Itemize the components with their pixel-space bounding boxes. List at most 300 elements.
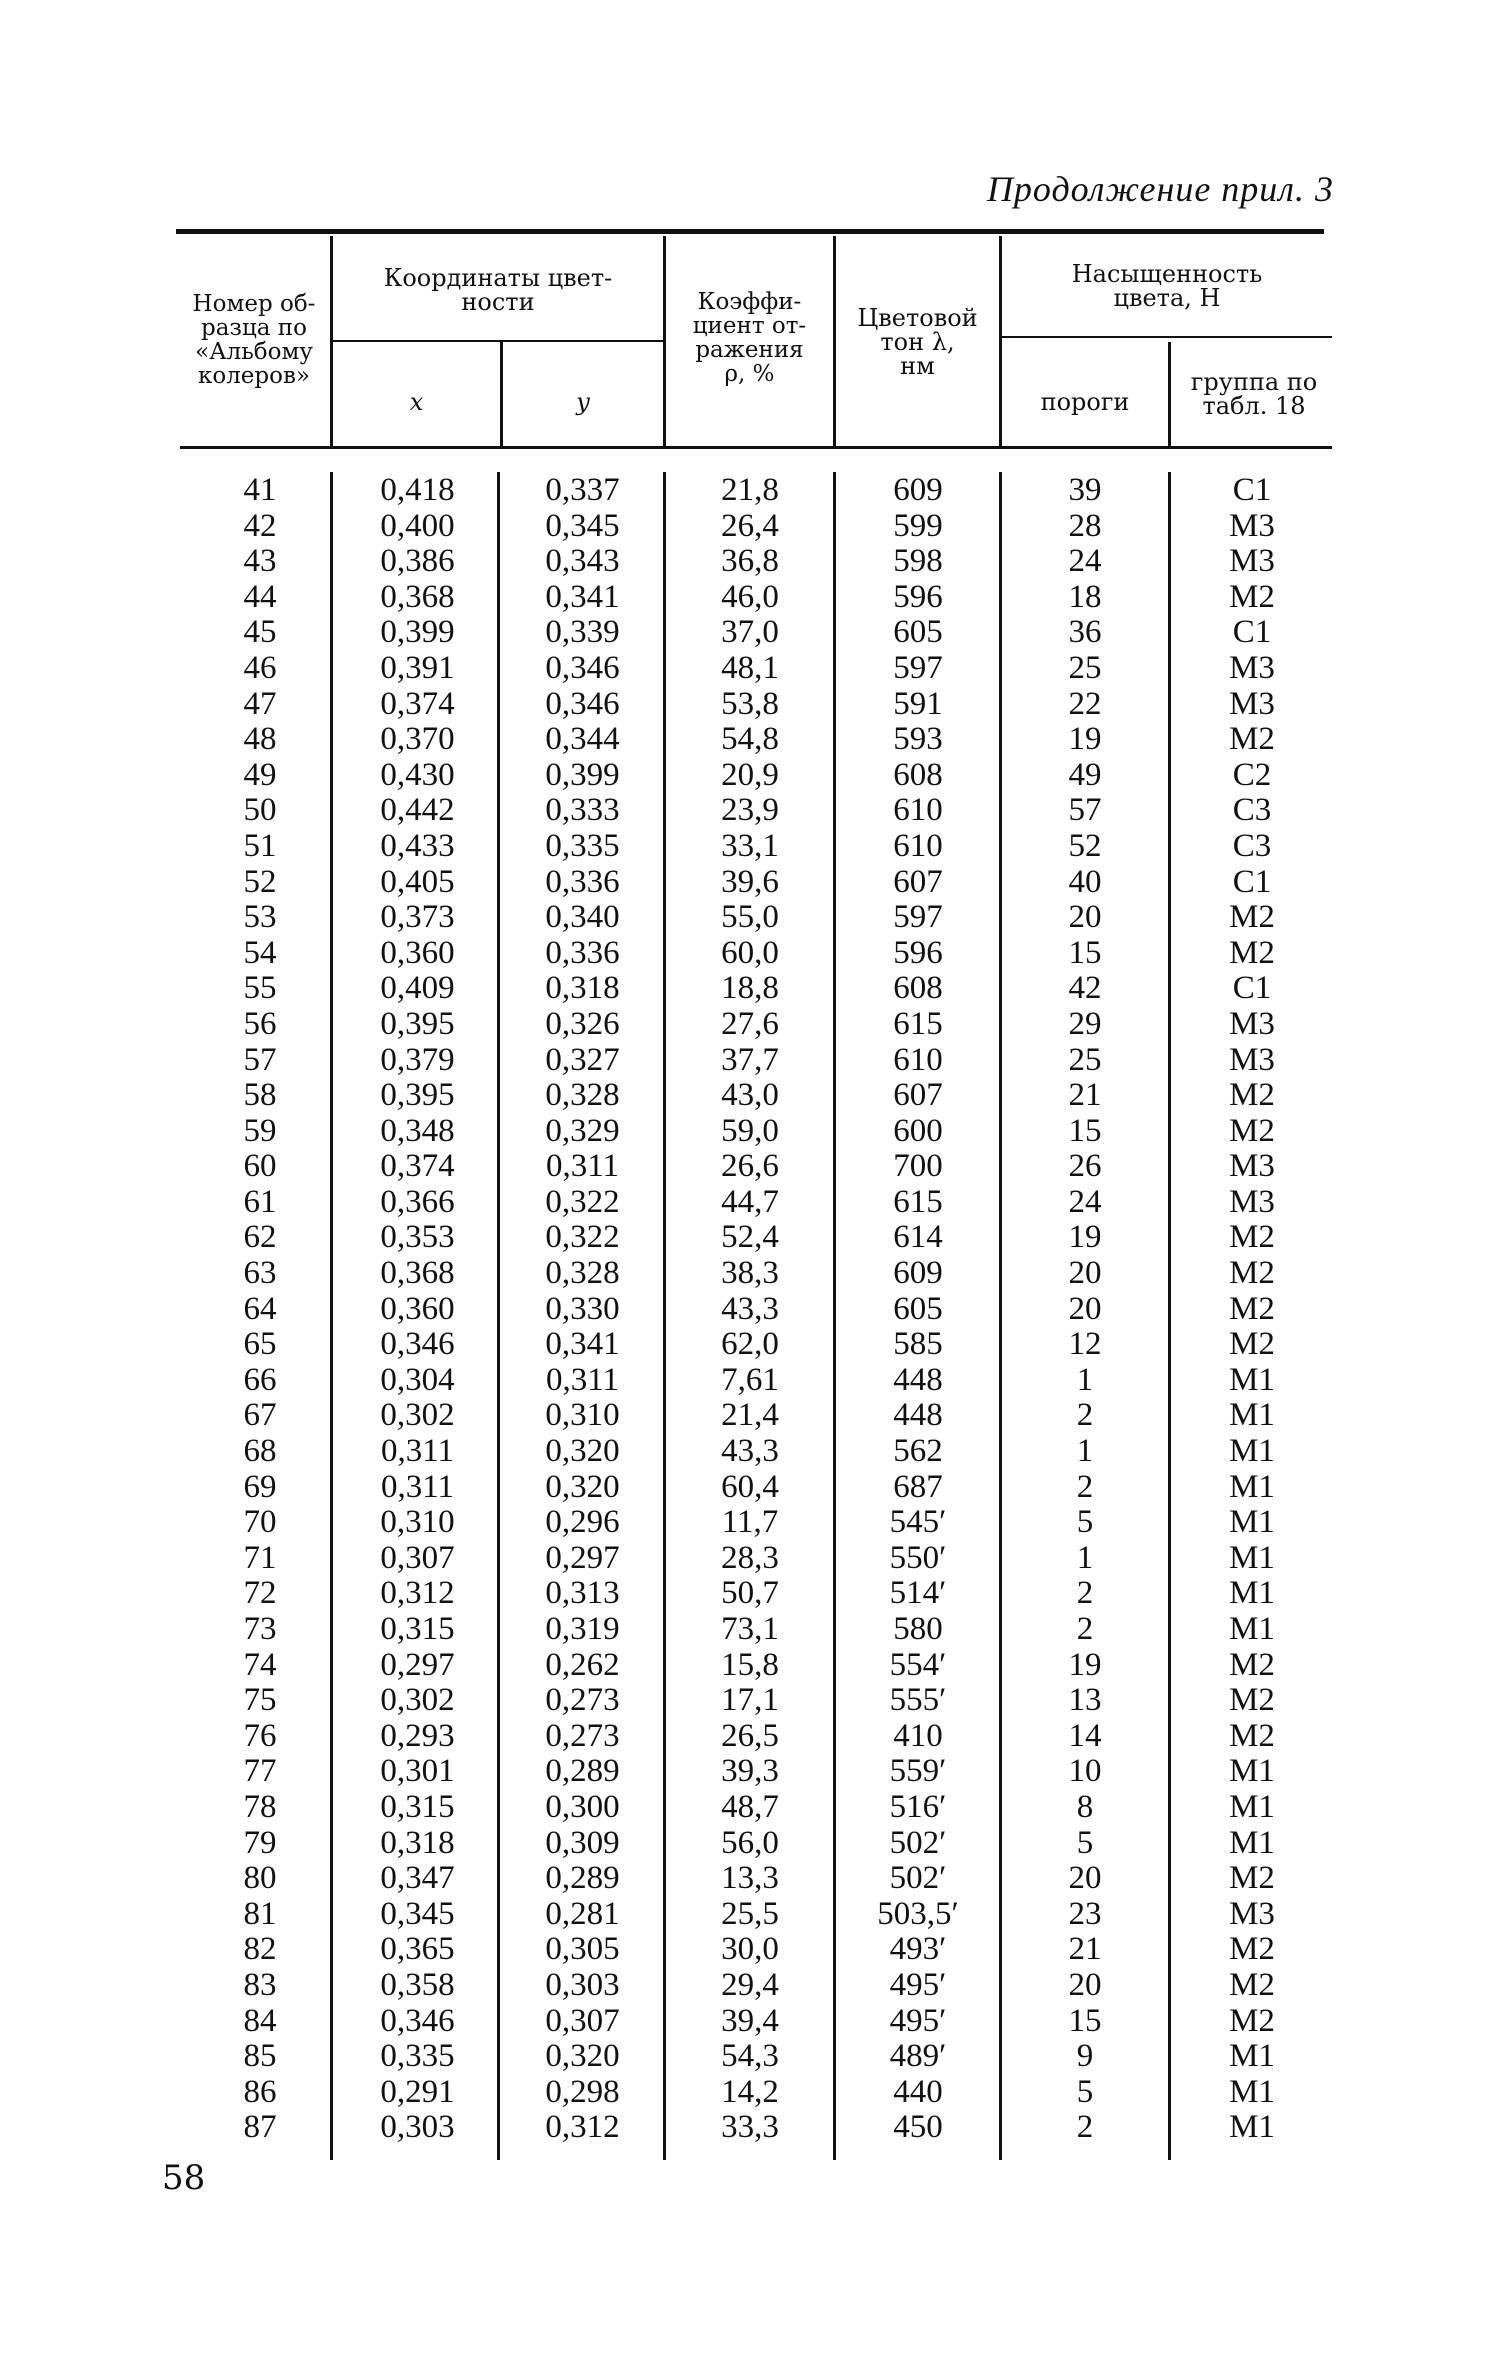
cell-y: 0,300 [545,1788,620,1825]
cell-thr: 21 [1068,1931,1102,1968]
cell-rho: 54,8 [721,721,779,758]
cell-rho: 46,0 [721,578,779,615]
table-row [0,1648,1500,1684]
cell-grp: M2 [1229,1682,1275,1719]
cell-x: 0,345 [380,1895,455,1932]
cell-lam: 448 [893,1361,943,1398]
cell-grp: M2 [1229,1646,1275,1683]
cell-lam: 516′ [889,1788,947,1825]
cell-grp: M2 [1229,934,1275,971]
cell-y: 0,313 [545,1575,620,1612]
table-row [0,971,1500,1007]
table-row [0,900,1500,936]
cell-x: 0,301 [380,1753,455,1790]
cell-lam: 609 [893,472,943,508]
cell-lam: 410 [893,1717,943,1754]
cell-lam: 610 [893,1041,943,1078]
cell-y: 0,336 [545,863,620,900]
cell-n: 59 [243,1112,277,1149]
cell-x: 0,312 [380,1575,455,1612]
cell-rho: 48,7 [721,1788,779,1825]
table-row [0,1292,1500,1328]
cell-x: 0,430 [380,756,455,793]
cell-thr: 24 [1068,1183,1102,1220]
cell-x: 0,303 [380,2109,455,2146]
cell-rho: 56,0 [721,1824,779,1861]
cell-y: 0,297 [545,1539,620,1576]
cell-thr: 21 [1068,1077,1102,1114]
cell-rho: 33,3 [721,2109,779,2146]
cell-rho: 14,2 [721,2073,779,2110]
cell-lam: 562 [893,1433,943,1470]
cell-rho: 39,4 [721,2002,779,2039]
cell-thr: 29 [1068,1005,1102,1042]
cell-n: 77 [243,1753,277,1790]
cell-y: 0,343 [545,543,620,580]
cell-thr: 20 [1068,899,1102,936]
cell-x: 0,399 [380,614,455,651]
cell-n: 82 [243,1931,277,1968]
cell-rho: 7,61 [721,1361,779,1398]
cell-rho: 38,3 [721,1255,779,1292]
cell-n: 68 [243,1433,277,1470]
cell-grp: C1 [1232,863,1272,900]
cell-rho: 59,0 [721,1112,779,1149]
header-thresholds: пороги [1040,388,1130,416]
cell-lam: 608 [893,970,943,1007]
cell-thr: 15 [1068,934,1102,971]
table-row [0,1434,1500,1470]
cell-lam: 700 [893,1148,943,1185]
cell-x: 0,433 [380,827,455,864]
table-row [0,1932,1500,1968]
cell-thr: 8 [1076,1788,1094,1825]
cell-x: 0,409 [380,970,455,1007]
cell-n: 75 [243,1682,277,1719]
table-row [0,1897,1500,1933]
cell-y: 0,273 [545,1717,620,1754]
cell-rho: 21,4 [721,1397,779,1434]
cell-thr: 39 [1068,472,1102,508]
cell-n: 54 [243,934,277,971]
cell-lam: 687 [893,1468,943,1505]
cell-rho: 25,5 [721,1895,779,1932]
cell-y: 0,326 [545,1005,620,1042]
header-x: x [409,388,424,416]
cell-grp: M2 [1229,578,1275,615]
cell-x: 0,373 [380,899,455,936]
page-number: 58 [162,2158,206,2198]
cell-y: 0,339 [545,614,620,651]
cell-thr: 20 [1068,1290,1102,1327]
cell-n: 76 [243,1717,277,1754]
cell-x: 0,302 [380,1397,455,1434]
cell-y: 0,346 [545,685,620,722]
cell-lam: 605 [893,614,943,651]
cell-rho: 33,1 [721,827,779,864]
cell-grp: M2 [1229,1255,1275,1292]
table-header-rule [180,446,1332,449]
cell-x: 0,315 [380,1611,455,1647]
cell-grp: C1 [1232,970,1272,1007]
cell-lam: 550′ [889,1539,947,1576]
cell-thr: 1 [1076,1539,1094,1576]
table-row [0,580,1500,616]
cell-grp: M2 [1229,1966,1275,2003]
cell-n: 56 [243,1005,277,1042]
cell-thr: 2 [1076,1397,1094,1434]
cell-y: 0,346 [545,649,620,686]
cell-y: 0,289 [545,1753,620,1790]
cell-y: 0,328 [545,1077,620,1114]
cell-grp: M1 [1229,2109,1275,2146]
table-row [0,1754,1500,1790]
cell-x: 0,358 [380,1966,455,2003]
cell-y: 0,341 [545,578,620,615]
cell-lam: 596 [893,578,943,615]
cell-lam: 502′ [889,1860,947,1897]
cell-rho: 11,7 [721,1504,779,1541]
cell-x: 0,360 [380,934,455,971]
cell-x: 0,315 [380,1788,455,1825]
table-row [0,1256,1500,1292]
cell-y: 0,311 [545,1361,620,1398]
cell-grp: M1 [1229,2038,1275,2075]
cell-lam: 440 [893,2073,943,2110]
table-row [0,2075,1500,2111]
cell-y: 0,336 [545,934,620,971]
cell-grp: M2 [1229,1077,1275,1114]
cell-n: 66 [243,1361,277,1398]
cell-thr: 19 [1068,1646,1102,1683]
cell-thr: 15 [1068,1112,1102,1149]
cell-x: 0,395 [380,1005,455,1042]
cell-rho: 37,0 [721,614,779,651]
cell-rho: 53,8 [721,685,779,722]
cell-x: 0,405 [380,863,455,900]
cell-n: 61 [243,1183,277,1220]
cell-x: 0,374 [380,685,455,722]
cell-grp: C3 [1232,792,1272,829]
cell-thr: 52 [1068,827,1102,864]
table-row [0,1363,1500,1399]
cell-n: 55 [243,970,277,1007]
cell-thr: 2 [1076,1468,1094,1505]
cell-x: 0,291 [380,2073,455,2110]
cell-n: 67 [243,1397,277,1434]
cell-y: 0,333 [545,792,620,829]
cell-grp: M3 [1229,543,1275,580]
cell-n: 57 [243,1041,277,1078]
cell-y: 0,318 [545,970,620,1007]
cell-y: 0,341 [545,1326,620,1363]
cell-lam: 580 [893,1611,943,1647]
cell-grp: M2 [1229,1219,1275,1256]
cell-rho: 43,0 [721,1077,779,1114]
cell-thr: 49 [1068,756,1102,793]
cell-y: 0,281 [545,1895,620,1932]
cell-lam: 559′ [889,1753,947,1790]
cell-rho: 26,6 [721,1148,779,1185]
cell-grp: M1 [1229,2073,1275,2110]
cell-rho: 39,3 [721,1753,779,1790]
table-row [0,1968,1500,2004]
cell-thr: 1 [1076,1361,1094,1398]
cell-lam: 593 [893,721,943,758]
cell-x: 0,374 [380,1148,455,1185]
cell-x: 0,353 [380,1219,455,1256]
cell-grp: C3 [1232,827,1272,864]
cell-y: 0,345 [545,507,620,544]
table-row [0,1078,1500,1114]
cell-thr: 42 [1068,970,1102,1007]
cell-y: 0,322 [545,1183,620,1220]
cell-n: 53 [243,899,277,936]
cell-lam: 615 [893,1183,943,1220]
table-row [0,509,1500,545]
cell-rho: 27,6 [721,1005,779,1042]
cell-grp: M2 [1229,2002,1275,2039]
cell-lam: 614 [893,1219,943,1256]
cell-grp: C1 [1232,472,1272,508]
table-row [0,2004,1500,2040]
cell-n: 71 [243,1539,277,1576]
cell-rho: 62,0 [721,1326,779,1363]
table-row [0,1220,1500,1256]
cell-thr: 24 [1068,543,1102,580]
cell-grp: M1 [1229,1468,1275,1505]
cell-thr: 14 [1068,1717,1102,1754]
cell-n: 72 [243,1575,277,1612]
header-group: группа по табл. 18 [1190,368,1318,420]
cell-y: 0,344 [545,721,620,758]
cell-rho: 20,9 [721,756,779,793]
cell-grp: C2 [1232,756,1272,793]
cell-lam: 448 [893,1397,943,1434]
cell-x: 0,346 [380,2002,455,2039]
cell-grp: M3 [1229,1041,1275,1078]
header-y: y [576,388,590,416]
cell-grp: M3 [1229,507,1275,544]
table-row [0,544,1500,580]
cell-n: 47 [243,685,277,722]
table-row [0,1541,1500,1577]
cell-thr: 1 [1076,1433,1094,1470]
cell-n: 52 [243,863,277,900]
cell-lam: 450 [893,2109,943,2146]
table-row [0,1612,1500,1648]
cell-grp: M1 [1229,1753,1275,1790]
cell-lam: 495′ [889,1966,947,2003]
cell-thr: 20 [1068,1966,1102,2003]
cell-lam: 502′ [889,1824,947,1861]
cell-y: 0,322 [545,1219,620,1256]
cell-rho: 30,0 [721,1931,779,1968]
cell-grp: M2 [1229,1290,1275,1327]
cell-y: 0,289 [545,1860,620,1897]
cell-y: 0,320 [545,1433,620,1470]
cell-y: 0,312 [545,2109,620,2146]
cell-lam: 607 [893,863,943,900]
table-row [0,687,1500,723]
cell-grp: M3 [1229,685,1275,722]
cell-rho: 13,3 [721,1860,779,1897]
table-row [0,1505,1500,1541]
cell-rho: 28,3 [721,1539,779,1576]
cell-rho: 43,3 [721,1290,779,1327]
cell-rho: 50,7 [721,1575,779,1612]
table-row [0,1007,1500,1043]
cell-y: 0,298 [545,2073,620,2110]
cell-rho: 37,7 [721,1041,779,1078]
table-row [0,2039,1500,2075]
cell-grp: M3 [1229,1183,1275,1220]
cell-thr: 2 [1076,1611,1094,1647]
cell-lam: 596 [893,934,943,971]
table-row [0,758,1500,794]
cell-grp: M1 [1229,1397,1275,1434]
cell-x: 0,293 [380,1717,455,1754]
cell-x: 0,368 [380,1255,455,1292]
cell-thr: 5 [1076,2073,1094,2110]
table-top-rule [176,229,1324,234]
cell-thr: 22 [1068,685,1102,722]
table-row [0,1790,1500,1826]
cell-grp: M2 [1229,1326,1275,1363]
cell-rho: 54,3 [721,2038,779,2075]
cell-grp: M2 [1229,1860,1275,1897]
cell-lam: 591 [893,685,943,722]
cell-lam: 609 [893,1255,943,1292]
cell-rho: 26,5 [721,1717,779,1754]
cell-rho: 36,8 [721,543,779,580]
cell-grp: C1 [1232,614,1272,651]
table-row [0,1043,1500,1079]
cell-lam: 605 [893,1290,943,1327]
cell-grp: M3 [1229,1895,1275,1932]
cell-rho: 60,0 [721,934,779,971]
cell-thr: 13 [1068,1682,1102,1719]
cell-rho: 55,0 [721,899,779,936]
header-reflection: Коэффи- циент от- ражения ρ, % [692,289,807,387]
cell-x: 0,366 [380,1183,455,1220]
cell-rho: 21,8 [721,472,779,508]
cell-grp: M1 [1229,1539,1275,1576]
cell-thr: 19 [1068,721,1102,758]
cell-rho: 23,9 [721,792,779,829]
cell-lam: 597 [893,899,943,936]
cell-thr: 25 [1068,1041,1102,1078]
cell-thr: 5 [1076,1824,1094,1861]
cell-y: 0,329 [545,1112,620,1149]
table-row [0,1719,1500,1755]
cell-thr: 36 [1068,614,1102,651]
table-row [0,1327,1500,1363]
cell-lam: 585 [893,1326,943,1363]
cell-thr: 20 [1068,1255,1102,1292]
cell-lam: 554′ [889,1646,947,1683]
table-row [0,793,1500,829]
table-row [0,615,1500,651]
table-row [0,1149,1500,1185]
cell-n: 63 [243,1255,277,1292]
cell-x: 0,335 [380,2038,455,2075]
cell-x: 0,442 [380,792,455,829]
cell-x: 0,391 [380,649,455,686]
cell-y: 0,262 [545,1646,620,1683]
cell-n: 50 [243,792,277,829]
cell-lam: 608 [893,756,943,793]
cell-lam: 514′ [889,1575,947,1612]
table-row [0,1576,1500,1612]
cell-lam: 489′ [889,2038,947,2075]
cell-x: 0,379 [380,1041,455,1078]
cell-grp: M2 [1229,721,1275,758]
table-row [0,1861,1500,1897]
saturation-subheader-rule [1002,336,1332,338]
cell-x: 0,311 [380,1433,455,1470]
cell-rho: 60,4 [721,1468,779,1505]
cell-thr: 20 [1068,1860,1102,1897]
cell-thr: 15 [1068,2002,1102,2039]
cell-n: 64 [243,1290,277,1327]
cell-n: 80 [243,1860,277,1897]
cell-y: 0,320 [545,1468,620,1505]
cell-grp: M2 [1229,1112,1275,1149]
cell-grp: M2 [1229,1717,1275,1754]
cell-n: 44 [243,578,277,615]
cell-grp: M3 [1229,649,1275,686]
cell-grp: M2 [1229,1931,1275,1968]
cell-n: 70 [243,1504,277,1541]
cell-thr: 40 [1068,863,1102,900]
cell-y: 0,305 [545,1931,620,1968]
cell-n: 81 [243,1895,277,1932]
cell-rho: 15,8 [721,1646,779,1683]
table-row [0,2110,1500,2146]
cell-lam: 610 [893,792,943,829]
cell-x: 0,310 [380,1504,455,1541]
table-row [0,1470,1500,1506]
header-hue: Цветовой тон λ, нм [857,304,978,380]
cell-y: 0,311 [545,1148,620,1185]
cell-n: 42 [243,507,277,544]
cell-n: 83 [243,1966,277,2003]
cell-grp: M1 [1229,1788,1275,1825]
cell-rho: 52,4 [721,1219,779,1256]
cell-rho: 43,3 [721,1433,779,1470]
cell-n: 49 [243,756,277,793]
table-row [0,1826,1500,1862]
cell-thr: 2 [1076,2109,1094,2146]
cell-lam: 610 [893,827,943,864]
cell-n: 74 [243,1646,277,1683]
cell-y: 0,273 [545,1682,620,1719]
cell-y: 0,340 [545,899,620,936]
cell-x: 0,304 [380,1361,455,1398]
cell-lam: 495′ [889,2002,947,2039]
cell-n: 79 [243,1824,277,1861]
cell-lam: 545′ [889,1504,947,1541]
cell-lam: 598 [893,543,943,580]
cell-x: 0,347 [380,1860,455,1897]
cell-y: 0,310 [545,1397,620,1434]
cell-rho: 29,4 [721,1966,779,2003]
cell-x: 0,297 [380,1646,455,1683]
cell-thr: 25 [1068,649,1102,686]
cell-n: 87 [243,2109,277,2146]
cell-x: 0,400 [380,507,455,544]
